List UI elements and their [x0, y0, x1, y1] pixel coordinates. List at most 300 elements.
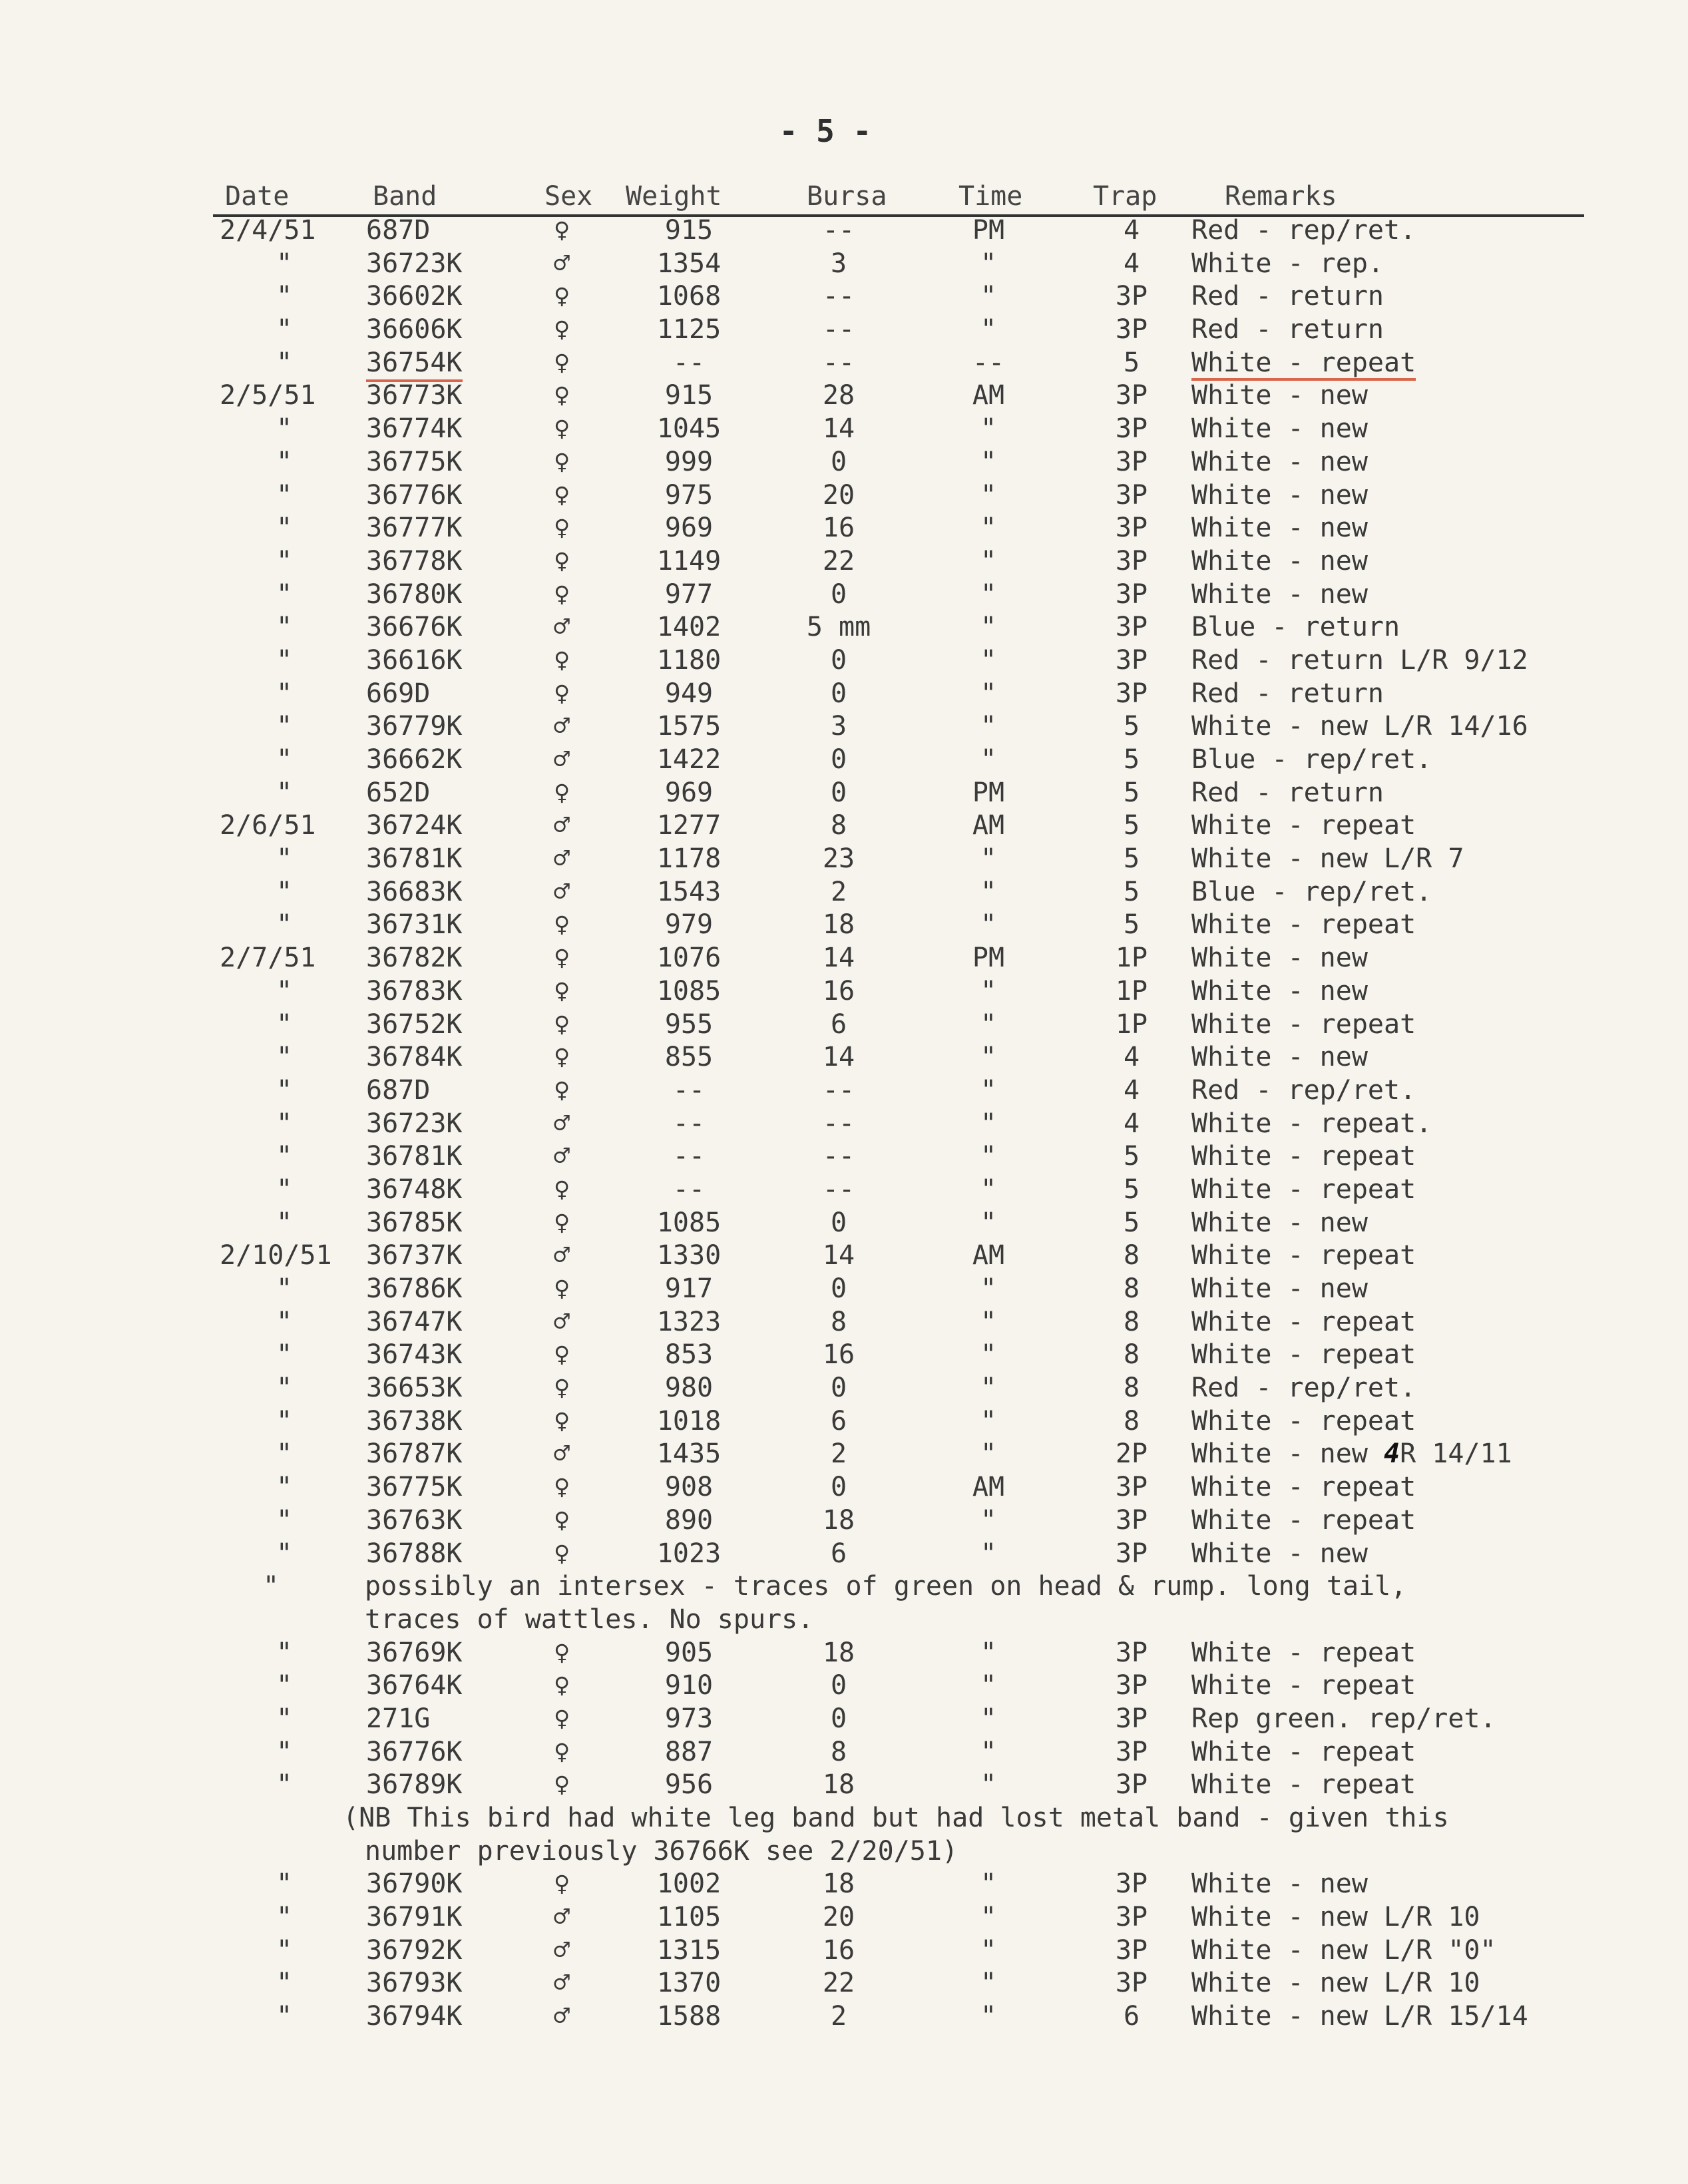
weight-cell: 908 — [664, 1472, 714, 1503]
time-cell: " — [980, 545, 997, 576]
remarks-cell — [1191, 1637, 1416, 1670]
band-cell: 36786K — [366, 1273, 463, 1304]
time-cell: AM — [972, 380, 1005, 411]
weight-cell: 1023 — [656, 1538, 722, 1569]
remarks-cell — [1191, 1339, 1416, 1372]
remarks-text: White - repeat. — [1191, 1108, 1432, 1139]
weight-cell: 1315 — [656, 1934, 722, 1966]
table-row — [0, 1306, 1688, 1339]
date-cell: " — [276, 1405, 293, 1436]
sex-cell: ♀ — [554, 1074, 570, 1106]
remarks-cell — [1191, 1074, 1416, 1108]
sex-cell: ♀ — [554, 1472, 570, 1503]
bursa-cell: 8 — [830, 1736, 847, 1767]
weight-cell: 1068 — [656, 281, 722, 312]
table-row — [0, 1504, 1688, 1538]
table-row — [0, 1140, 1688, 1174]
trap-cell: 3P — [1115, 1538, 1148, 1569]
bursa-cell: -- — [822, 1174, 855, 1205]
weight-cell: 956 — [664, 1769, 714, 1801]
bursa-cell: 0 — [830, 1273, 847, 1304]
trap-cell: 1P — [1115, 1008, 1148, 1040]
remarks-text: White - repeat — [1191, 1472, 1416, 1503]
remarks-cell — [1191, 942, 1368, 975]
time-cell: " — [980, 248, 997, 279]
band-cell: 36602K — [366, 281, 463, 312]
band-cell: 36731K — [366, 909, 463, 941]
time-cell: " — [980, 1273, 997, 1304]
date-cell: " — [276, 1769, 293, 1801]
bursa-cell: -- — [822, 347, 855, 378]
sex-cell: ♂ — [554, 1968, 570, 1999]
remarks-text: Red - return — [1191, 281, 1384, 312]
date-cell: " — [276, 479, 293, 511]
trap-cell: 3P — [1115, 1637, 1148, 1668]
trap-cell: 8 — [1123, 1240, 1140, 1271]
table-row — [0, 1074, 1688, 1108]
sex-cell: ♀ — [554, 1538, 570, 1569]
table-row — [0, 809, 1688, 843]
band-cell: 36683K — [366, 876, 463, 907]
time-cell: " — [980, 446, 997, 477]
bursa-cell: 8 — [830, 810, 847, 841]
weight-cell: 1002 — [656, 1868, 722, 1900]
time-cell: " — [980, 644, 997, 676]
date-cell: " — [276, 1042, 293, 1073]
time-cell: AM — [972, 1240, 1005, 1271]
trap-cell: 8 — [1123, 1339, 1140, 1371]
date-cell: " — [276, 678, 293, 709]
remarks-cell — [1191, 909, 1416, 942]
sex-cell: ♂ — [554, 1306, 570, 1337]
bursa-cell: 0 — [830, 578, 847, 610]
time-cell: " — [980, 1306, 997, 1337]
sex-cell: ♀ — [554, 909, 570, 941]
bursa-cell: 18 — [822, 1769, 855, 1801]
time-cell: PM — [972, 777, 1005, 808]
time-cell: " — [980, 1207, 997, 1238]
table-row — [0, 1637, 1688, 1670]
date-cell: " — [276, 1538, 293, 1569]
trap-cell: 3P — [1115, 413, 1148, 445]
sex-cell: ♀ — [554, 1008, 570, 1040]
remarks-text: White - new L/R 7 — [1191, 843, 1464, 875]
table-row — [0, 975, 1688, 1008]
table-row — [0, 876, 1688, 909]
table-row — [0, 1239, 1688, 1273]
trap-cell: 3P — [1115, 1902, 1148, 1933]
band-cell: 36748K — [366, 1174, 463, 1205]
handwritten-correction: 4 — [1383, 1438, 1400, 1470]
bursa-cell: 22 — [822, 1968, 855, 1999]
remarks-cell — [1191, 876, 1432, 909]
remarks-cell — [1191, 1669, 1416, 1703]
trap-cell: 5 — [1123, 909, 1140, 941]
date-cell: " — [276, 909, 293, 941]
bursa-cell: 16 — [822, 975, 855, 1006]
bursa-cell: 6 — [830, 1008, 847, 1040]
data-table-body — [0, 214, 1688, 2034]
sex-cell: ♂ — [554, 612, 570, 643]
date-cell: " — [276, 1670, 293, 1701]
bursa-cell: -- — [822, 281, 855, 312]
table-row — [0, 446, 1688, 479]
header-sex: Sex — [544, 181, 593, 212]
remarks-text: White - repeat — [1191, 1405, 1416, 1436]
trap-cell: 5 — [1123, 876, 1140, 907]
bursa-cell: 20 — [822, 1902, 855, 1933]
sex-cell: ♀ — [554, 644, 570, 676]
remarks-text: White - new L/R 14/16 — [1191, 711, 1528, 742]
table-header — [213, 180, 1584, 217]
date-cell: " — [276, 248, 293, 279]
remarks-text: White - new — [1191, 479, 1368, 511]
band-cell: 669D — [366, 678, 431, 709]
remarks-text: White - new — [1191, 578, 1368, 610]
time-cell: " — [980, 1968, 997, 1999]
note-row — [0, 1835, 1688, 1868]
remarks-text: White - new L/R "0" — [1191, 1934, 1496, 1966]
date-cell: " — [276, 644, 293, 676]
date-cell: " — [276, 1074, 293, 1106]
trap-cell: 1P — [1115, 943, 1148, 974]
sex-cell: ♀ — [554, 446, 570, 477]
trap-cell: 5 — [1123, 810, 1140, 841]
time-cell: AM — [972, 810, 1005, 841]
remarks-text: White - new — [1191, 1273, 1368, 1304]
weight-cell: 999 — [664, 446, 714, 477]
sex-cell: ♂ — [554, 1902, 570, 1933]
bursa-cell: -- — [822, 1074, 855, 1106]
remarks-text: White - new — [1191, 1438, 1384, 1470]
band-cell: 36792K — [366, 1934, 463, 1966]
time-cell: " — [980, 1373, 997, 1404]
time-cell: " — [980, 1504, 997, 1536]
time-cell: " — [980, 1538, 997, 1569]
weight-cell: 975 — [664, 479, 714, 511]
band-cell: 36653K — [366, 1373, 463, 1404]
remarks-cell — [1191, 512, 1368, 545]
trap-cell: 6 — [1123, 2001, 1140, 2032]
weight-cell: 915 — [664, 215, 714, 246]
band-cell: 271G — [366, 1703, 431, 1734]
remarks-cell — [1191, 1703, 1496, 1736]
trap-cell: 4 — [1123, 248, 1140, 279]
remarks-text: White - new — [1191, 1042, 1368, 1073]
band-cell: 36782K — [366, 943, 463, 974]
time-cell: " — [980, 1902, 997, 1933]
trap-cell: 5 — [1123, 777, 1140, 808]
date-cell: " — [276, 513, 293, 544]
weight-cell: 969 — [664, 777, 714, 808]
remarks-cell — [1191, 1471, 1416, 1504]
band-cell: 36794K — [366, 2001, 463, 2032]
band-cell: 36769K — [366, 1637, 463, 1668]
sex-cell: ♀ — [554, 1504, 570, 1536]
remarks-text: White - repeat — [1191, 1637, 1416, 1668]
sex-cell: ♂ — [554, 2001, 570, 2032]
table-row — [0, 214, 1688, 248]
remarks-text: White - repeat — [1191, 1240, 1416, 1271]
band-cell: 36778K — [366, 545, 463, 576]
table-row — [0, 1008, 1688, 1042]
trap-cell: 3P — [1115, 1703, 1148, 1734]
remarks-text: Rep green. rep/ret. — [1191, 1703, 1496, 1734]
trap-cell: 5 — [1123, 1141, 1140, 1172]
bursa-cell: 0 — [830, 1703, 847, 1734]
sex-cell: ♀ — [554, 380, 570, 411]
remarks-cell — [1191, 214, 1416, 248]
trap-cell: 5 — [1123, 347, 1140, 378]
trap-cell: 2P — [1115, 1438, 1148, 1470]
remarks-text: White - new — [1191, 513, 1368, 544]
remarks-text: White - new — [1191, 975, 1368, 1006]
trap-cell: 3P — [1115, 1472, 1148, 1503]
header-time: Time — [958, 181, 1023, 212]
date-cell: " — [263, 1571, 280, 1602]
table-row — [0, 479, 1688, 513]
trap-cell: 3P — [1115, 545, 1148, 576]
remarks-cell — [1191, 1769, 1416, 1802]
table-row — [0, 644, 1688, 678]
sex-cell: ♀ — [554, 1273, 570, 1304]
band-cell: 36606K — [366, 314, 463, 345]
trap-cell: 3P — [1115, 380, 1148, 411]
remarks-cell — [1191, 710, 1528, 744]
band-cell: 36676K — [366, 612, 463, 643]
remarks-text: White - repeat — [1191, 909, 1416, 941]
trap-cell: 3P — [1115, 1968, 1148, 1999]
bursa-cell: 20 — [822, 479, 855, 511]
band-cell: 36662K — [366, 744, 463, 775]
sex-cell: ♀ — [554, 1174, 570, 1205]
remarks-text: Blue - return — [1191, 612, 1400, 643]
remarks-cell — [1191, 314, 1384, 347]
weight-cell: 1085 — [656, 1207, 722, 1238]
band-cell: 36752K — [366, 1008, 463, 1040]
trap-cell: 5 — [1123, 744, 1140, 775]
time-cell: " — [980, 612, 997, 643]
note-row — [0, 1570, 1688, 1604]
time-cell: " — [980, 578, 997, 610]
trap-cell: 8 — [1123, 1273, 1140, 1304]
date-cell: " — [276, 777, 293, 808]
bursa-cell: 22 — [822, 545, 855, 576]
date-cell: 2/7/51 — [220, 943, 316, 974]
band-cell: 687D — [366, 1074, 431, 1106]
time-cell: " — [980, 1703, 997, 1734]
table-row — [0, 578, 1688, 612]
remarks-cell — [1191, 1538, 1368, 1571]
band-cell: 36754K — [366, 347, 463, 383]
bursa-cell: 0 — [830, 1670, 847, 1701]
bursa-cell: 8 — [830, 1306, 847, 1337]
trap-cell: 3P — [1115, 1670, 1148, 1701]
sex-cell: ♀ — [554, 347, 570, 378]
remarks-cell — [1191, 347, 1416, 380]
weight-cell: 1588 — [656, 2001, 722, 2032]
header-trap: Trap — [1093, 181, 1158, 212]
remarks-cell — [1191, 1306, 1416, 1339]
time-cell: " — [980, 1736, 997, 1767]
remarks-text: White - new — [1191, 1868, 1368, 1900]
bursa-cell: 0 — [830, 644, 847, 676]
date-cell: " — [276, 1008, 293, 1040]
table-row — [0, 280, 1688, 314]
sex-cell: ♀ — [554, 1703, 570, 1734]
date-cell: " — [276, 1504, 293, 1536]
bursa-cell: 6 — [830, 1538, 847, 1569]
bursa-cell: 14 — [822, 1042, 855, 1073]
date-cell: " — [276, 1472, 293, 1503]
trap-cell: 3P — [1115, 578, 1148, 610]
table-row — [0, 314, 1688, 347]
table-row — [0, 1967, 1688, 2000]
remarks-text: Red - return — [1191, 314, 1384, 345]
table-row — [0, 1736, 1688, 1769]
weight-cell: 1076 — [656, 943, 722, 974]
band-cell: 36763K — [366, 1504, 463, 1536]
date-cell: " — [276, 446, 293, 477]
remarks-text: White - new — [1191, 413, 1368, 445]
remarks-cell — [1191, 1273, 1368, 1306]
note-text: possibly an intersex - traces of green on head & rump. long tail, — [365, 1571, 1407, 1602]
bursa-cell: -- — [822, 314, 855, 345]
time-cell: -- — [972, 347, 1005, 378]
time-cell: " — [980, 1141, 997, 1172]
weight-cell: 1354 — [656, 248, 722, 279]
date-cell: " — [276, 545, 293, 576]
remarks-cell — [1191, 1438, 1512, 1471]
remarks-text: White - new L/R 10 — [1191, 1902, 1480, 1933]
table-row — [0, 744, 1688, 777]
header-bursa: Bursa — [807, 181, 887, 212]
time-cell: " — [980, 744, 997, 775]
trap-cell: 8 — [1123, 1373, 1140, 1404]
weight-cell: 979 — [664, 909, 714, 941]
remarks-text: Red - return — [1191, 678, 1384, 709]
sex-cell: ♀ — [554, 479, 570, 511]
bursa-cell: 3 — [830, 248, 847, 279]
bursa-cell: 0 — [830, 1373, 847, 1404]
bursa-cell: 0 — [830, 1207, 847, 1238]
band-cell: 36777K — [366, 513, 463, 544]
remarks-cell — [1191, 1405, 1416, 1438]
sex-cell: ♀ — [554, 1405, 570, 1436]
table-row — [0, 413, 1688, 446]
remarks-cell — [1191, 446, 1368, 479]
trap-cell: 8 — [1123, 1306, 1140, 1337]
time-cell: " — [980, 1174, 997, 1205]
band-cell: 36791K — [366, 1902, 463, 1933]
table-row — [0, 1934, 1688, 1968]
trap-cell: 5 — [1123, 1207, 1140, 1238]
band-cell: 36775K — [366, 446, 463, 477]
remarks-cell — [1191, 2000, 1528, 2034]
remarks-text: White - repeat — [1191, 1736, 1416, 1767]
trap-cell: 3P — [1115, 479, 1148, 511]
date-cell: 2/4/51 — [220, 215, 316, 246]
remarks-cell — [1191, 1934, 1496, 1968]
remarks-cell — [1191, 1140, 1416, 1174]
bursa-cell: 0 — [830, 777, 847, 808]
date-cell: 2/10/51 — [220, 1240, 332, 1271]
date-cell: " — [276, 711, 293, 742]
weight-cell: -- — [672, 1141, 706, 1172]
band-cell: 652D — [366, 777, 431, 808]
sex-cell: ♂ — [554, 810, 570, 841]
time-cell: AM — [972, 1472, 1005, 1503]
date-cell: " — [276, 975, 293, 1006]
remarks-cell — [1191, 1207, 1368, 1240]
bursa-cell: 0 — [830, 1472, 847, 1503]
sex-cell: ♀ — [554, 314, 570, 345]
table-row — [0, 1538, 1688, 1571]
table-row — [0, 1769, 1688, 1802]
sex-cell: ♂ — [554, 744, 570, 775]
remarks-text: White - repeat — [1191, 1141, 1416, 1172]
band-cell: 36723K — [366, 1108, 463, 1139]
date-cell: " — [276, 1902, 293, 1933]
note-row — [0, 1802, 1688, 1835]
weight-cell: 969 — [664, 513, 714, 544]
band-cell: 36773K — [366, 380, 463, 411]
band-cell: 36743K — [366, 1339, 463, 1371]
band-cell: 36785K — [366, 1207, 463, 1238]
weight-cell: 1045 — [656, 413, 722, 445]
band-cell: 36781K — [366, 1141, 463, 1172]
remarks-text: White - repeat — [1191, 347, 1416, 381]
band-cell: 36747K — [366, 1306, 463, 1337]
remarks-cell — [1191, 248, 1384, 281]
date-cell: " — [276, 281, 293, 312]
remarks-text: Blue - rep/ret. — [1191, 744, 1432, 775]
band-cell: 36776K — [366, 479, 463, 511]
date-cell: " — [276, 1339, 293, 1371]
date-cell: " — [276, 1934, 293, 1966]
sex-cell: ♀ — [554, 1670, 570, 1701]
time-cell: PM — [972, 215, 1005, 246]
table-row — [0, 909, 1688, 942]
band-cell: 36775K — [366, 1472, 463, 1503]
bursa-cell: 18 — [822, 909, 855, 941]
time-cell: " — [980, 975, 997, 1006]
table-row — [0, 545, 1688, 578]
weight-cell: 1018 — [656, 1405, 722, 1436]
sex-cell: ♂ — [554, 1108, 570, 1139]
band-cell: 36738K — [366, 1405, 463, 1436]
time-cell: " — [980, 479, 997, 511]
trap-cell: 3P — [1115, 446, 1148, 477]
band-cell: 36784K — [366, 1042, 463, 1073]
table-row — [0, 710, 1688, 744]
weight-cell: 980 — [664, 1373, 714, 1404]
bursa-cell: 5 mm — [806, 612, 871, 643]
remarks-cell — [1191, 1372, 1416, 1405]
time-cell: " — [980, 314, 997, 345]
remarks-text: White - repeat — [1191, 1504, 1416, 1536]
remarks-cell — [1191, 479, 1368, 513]
sex-cell: ♀ — [554, 578, 570, 610]
table-row — [0, 1339, 1688, 1372]
sex-cell: ♀ — [554, 413, 570, 445]
time-cell: " — [980, 1042, 997, 1073]
remarks-text: Red - return L/R 9/12 — [1191, 644, 1528, 676]
date-cell: " — [276, 1438, 293, 1470]
time-cell: " — [980, 1108, 997, 1139]
sex-cell: ♀ — [554, 545, 570, 576]
remarks-cell — [1191, 280, 1384, 314]
